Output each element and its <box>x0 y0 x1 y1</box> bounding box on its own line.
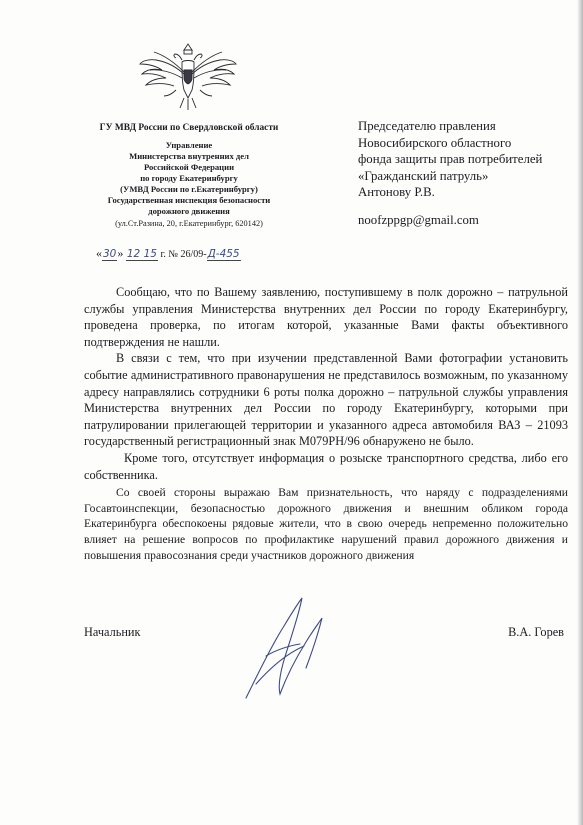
signatory-name: В.А. Горев <box>508 625 564 639</box>
recipient-line: Антонову Р.В. <box>358 185 435 200</box>
body-paragraph: Со своей стороны выражаю Вам признательность, что наряду с подразделениями Госавтоинспекции, безопасностью дорожного движения и внешним обликом города Екатеринбурга обеспокоены рядовые жители, что в свою очередь непременно положительно влияет на решение вопросов по профилактике нарушений правил дорожного движения и повышения правосознания среди участников дорожного движения <box>84 486 568 562</box>
handwritten-signature <box>226 588 346 708</box>
eagle-emblem-icon <box>138 42 238 114</box>
sender-line: (УМВД России по г.Екатеринбургу) <box>120 184 258 194</box>
ref-number-hand: Д-455 <box>207 248 240 260</box>
recipient-block <box>358 118 578 201</box>
quote-close: » <box>117 246 124 260</box>
ref-year-suffix: г. <box>160 249 166 260</box>
body-paragraph: В связи с тем, что при изучении представленной Вами фотографии установить событие административного правонарушения не представилось возможным, по указанному адресу направлялись сотрудники 6 роты полка дорожно – патрульной службы управления Министерства внутренних дел России по городу Екатеринбургу, которыми при патрулировании прилегающей территории и указанного адреса автомобиля ВАЗ – 21093 государственный регистрационный знак М079РН/96 обнаружено не было. <box>84 351 568 449</box>
sender-line: Государственная инспекция безопасности <box>107 195 271 205</box>
recipient-line: Председателю правления <box>358 119 496 133</box>
reference-line <box>96 246 306 261</box>
ref-number-prefix: № 26/09- <box>168 249 207 260</box>
letter-body <box>84 284 568 563</box>
quote-open: « <box>96 246 102 260</box>
page-edge-shadow <box>577 0 583 825</box>
ref-day: 30 <box>103 248 117 260</box>
sender-line: по городу Екатеринбургу <box>140 173 238 183</box>
sender-line: Российской Федерации <box>143 162 235 172</box>
sender-line: Министерства внутренних дел <box>129 151 249 161</box>
recipient-line: Новосибирского областного <box>358 135 512 150</box>
sender-line: дорожного движения <box>148 206 230 216</box>
sender-line: Управление <box>165 140 213 150</box>
ref-month: 12 15 <box>126 248 157 260</box>
body-paragraph: Сообщаю, что по Вашему заявлению, поступившему в полк дорожно – патрульной службы управления Министерства внутренних дел России по городу Екатеринбургу, проведена проверка, по итогам которой, указанные Вами факты объективного подтверждения не нашли. <box>84 285 568 349</box>
sender-address: (ул.Ст.Разина, 20, г.Екатеринбург, 620142) <box>115 219 263 228</box>
recipient-email: noofzppgp@gmail.com <box>358 213 479 227</box>
recipient-line: «Гражданский патруль» <box>358 168 489 183</box>
sender-block <box>84 123 294 229</box>
signatory-title: Начальник <box>84 625 141 639</box>
body-paragraph: Кроме того, отсутствует информация о розыске транспортного средства, либо его собственника. <box>84 450 568 482</box>
recipient-line: фонда защиты прав потребителей <box>358 152 543 167</box>
sender-org-top: ГУ МВД России по Свердловской области <box>99 123 279 133</box>
